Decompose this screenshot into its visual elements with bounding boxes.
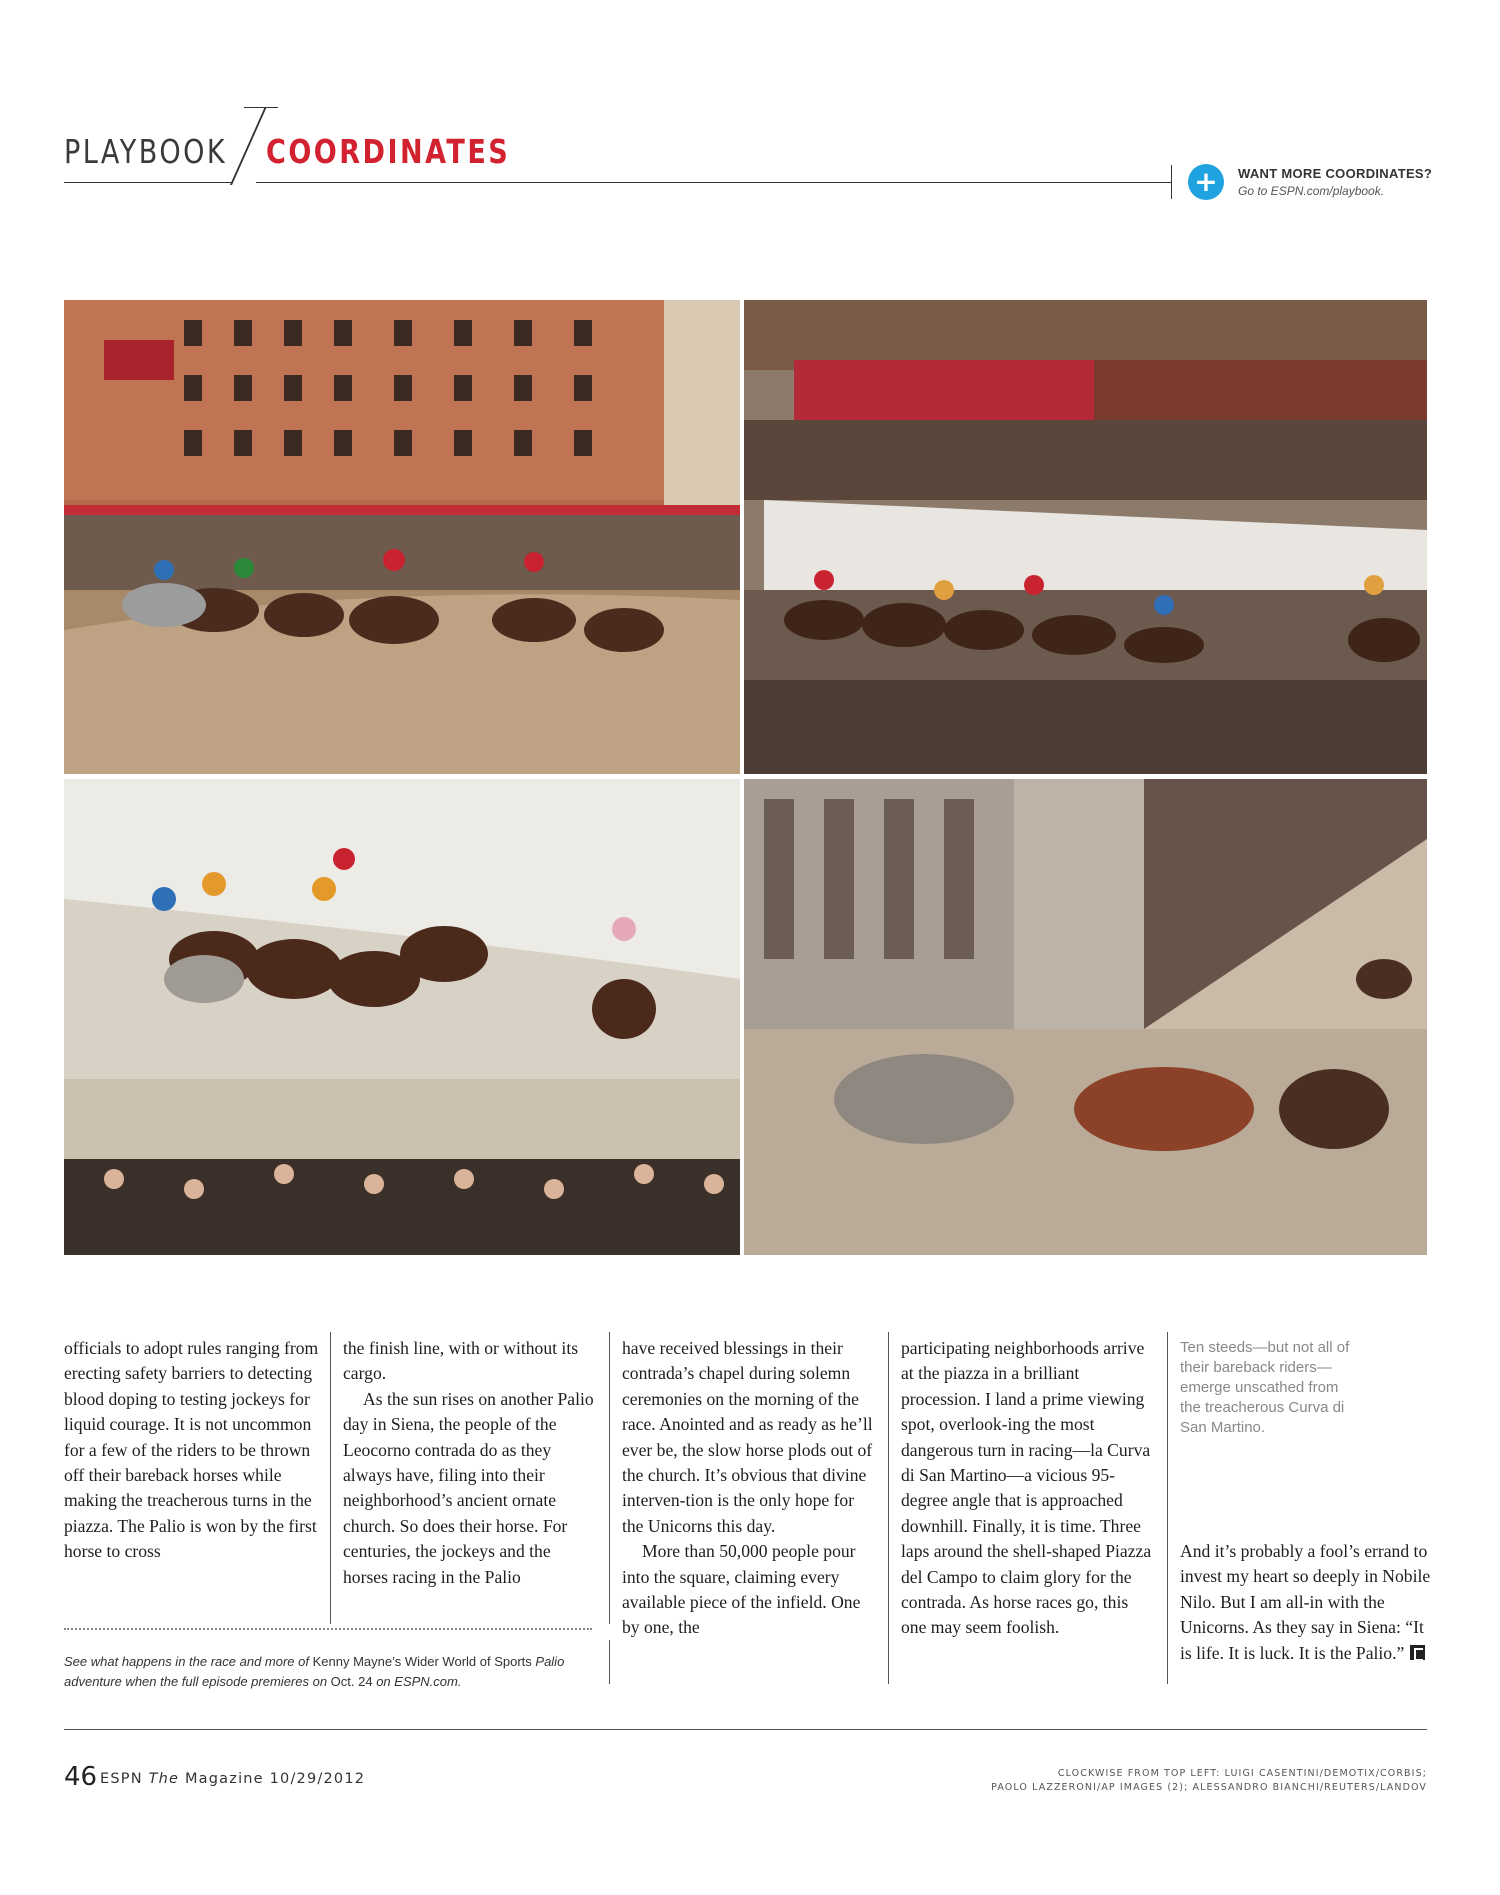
header-slash-cap (244, 107, 278, 108)
credit-line: PAOLO LAZZERONI/AP IMAGES (2); ALESSANDRO BIANCHI/REUTERS/LANDOV (991, 1782, 1427, 1793)
column-rule (888, 1332, 889, 1684)
promo-text: Palio adventure when the full episode premieres on (64, 1654, 565, 1689)
photo-riderless-horses (744, 779, 1427, 1255)
body-paragraph: officials to adopt rules ranging from erecting safety barriers to detecting blood doping to testing jockeys for liquid courage. It is not uncommon for a few of the riders to be thrown off their bareback horses while making the treacherous turns in the piazza. The Palio is won by the first horse to cross (64, 1338, 319, 1562)
photo-piazza-race (64, 300, 740, 774)
magazine-issue (100, 1771, 365, 1787)
promo-date: Oct. 24 (330, 1674, 373, 1689)
subsection-title: COORDINATES (266, 132, 511, 171)
photo-jockey-thrown (744, 300, 1427, 774)
credit-line: CLOCKWISE FROM TOP LEFT: LUIGI CASENTINI/DEMOTIX/CORBIS; (1057, 1768, 1427, 1779)
footer-rule (64, 1729, 1427, 1730)
promo-divider (64, 1628, 592, 1630)
column-rule (609, 1640, 610, 1684)
promo-show-title: Kenny Mayne’s Wider World of Sports (312, 1654, 532, 1669)
magazine-the: The (148, 1771, 180, 1787)
more-coordinates-link[interactable]: Go to ESPN.com/playbook. (1238, 184, 1385, 198)
body-paragraph: More than 50,000 people pour into the square, claiming every available piece of the infield. One by one, the (622, 1541, 861, 1638)
body-column-4 (901, 1336, 1157, 1641)
column-rule (1167, 1332, 1168, 1684)
page-number: 46 (64, 1762, 98, 1792)
section-label: PLAYBOOK (64, 132, 228, 171)
magazine-brand: ESPN (100, 1771, 143, 1787)
header-rule (256, 182, 1172, 183)
photo-credits (991, 1767, 1427, 1795)
episode-promo (64, 1652, 604, 1692)
plus-icon: + (1188, 164, 1224, 200)
column-rule (330, 1332, 331, 1624)
body-text: And it’s probably a fool’s errand to invest my heart so deeply in Nobile Nilo. But I am all-in with the Unicorns. As they say in Siena: “It is life. It is luck. It is the Palio.” (1180, 1541, 1431, 1663)
body-paragraph: have received blessings in their contrada’s chapel during solemn ceremonies on the morning of the race. Anointed and as ready as he’ll ever be, the slow horse plods out of the church. It’s obvious that divine interven-tion is the only hope for the Unicorns this day. (622, 1338, 873, 1536)
body-column-5 (1180, 1539, 1436, 1666)
more-coordinates-title: WANT MORE COORDINATES? (1238, 166, 1433, 181)
espn-end-mark-icon (1410, 1645, 1425, 1660)
header-slash (230, 107, 267, 185)
body-paragraph (1180, 1539, 1436, 1666)
body-paragraph: the finish line, with or without its cargo. (343, 1338, 579, 1384)
body-paragraph: participating neighborhoods arrive at the piazza in a brilliant procession. I land a prime viewing spot, overlook-ing the most dangerous turn in racing—la Curva di San Martino—a vicious 95-degree angle that is approached downhill. Finally, it is time. Three laps around the shell-shaped Piazza del Campo to claim glory for the contrada. As horse races go, this one may seem foolish. (901, 1338, 1152, 1638)
body-column-3 (622, 1336, 878, 1641)
body-column-1 (64, 1336, 320, 1565)
promo-text: on ESPN.com. (372, 1674, 462, 1689)
column-rule (609, 1332, 610, 1624)
header-rule-left (64, 182, 232, 183)
header-rule-tick (1171, 165, 1172, 199)
body-column-2 (343, 1336, 599, 1590)
photo-pack-at-barrier (64, 779, 740, 1255)
photo-caption: Ten steeds—but not all of their bareback riders—emerge unscathed from the treacherous Curva di San Martino. (1180, 1339, 1350, 1436)
magazine-date: Magazine 10/29/2012 (184, 1771, 366, 1787)
body-paragraph: As the sun rises on another Palio day in Siena, the people of the Leocorno contrada do as they always have, filing into their neighborhood’s ancient ornate church. So does their horse. For centuries, the jockeys and the horses racing in the Palio (343, 1388, 594, 1587)
promo-text: See what happens in the race and more of (64, 1654, 313, 1669)
